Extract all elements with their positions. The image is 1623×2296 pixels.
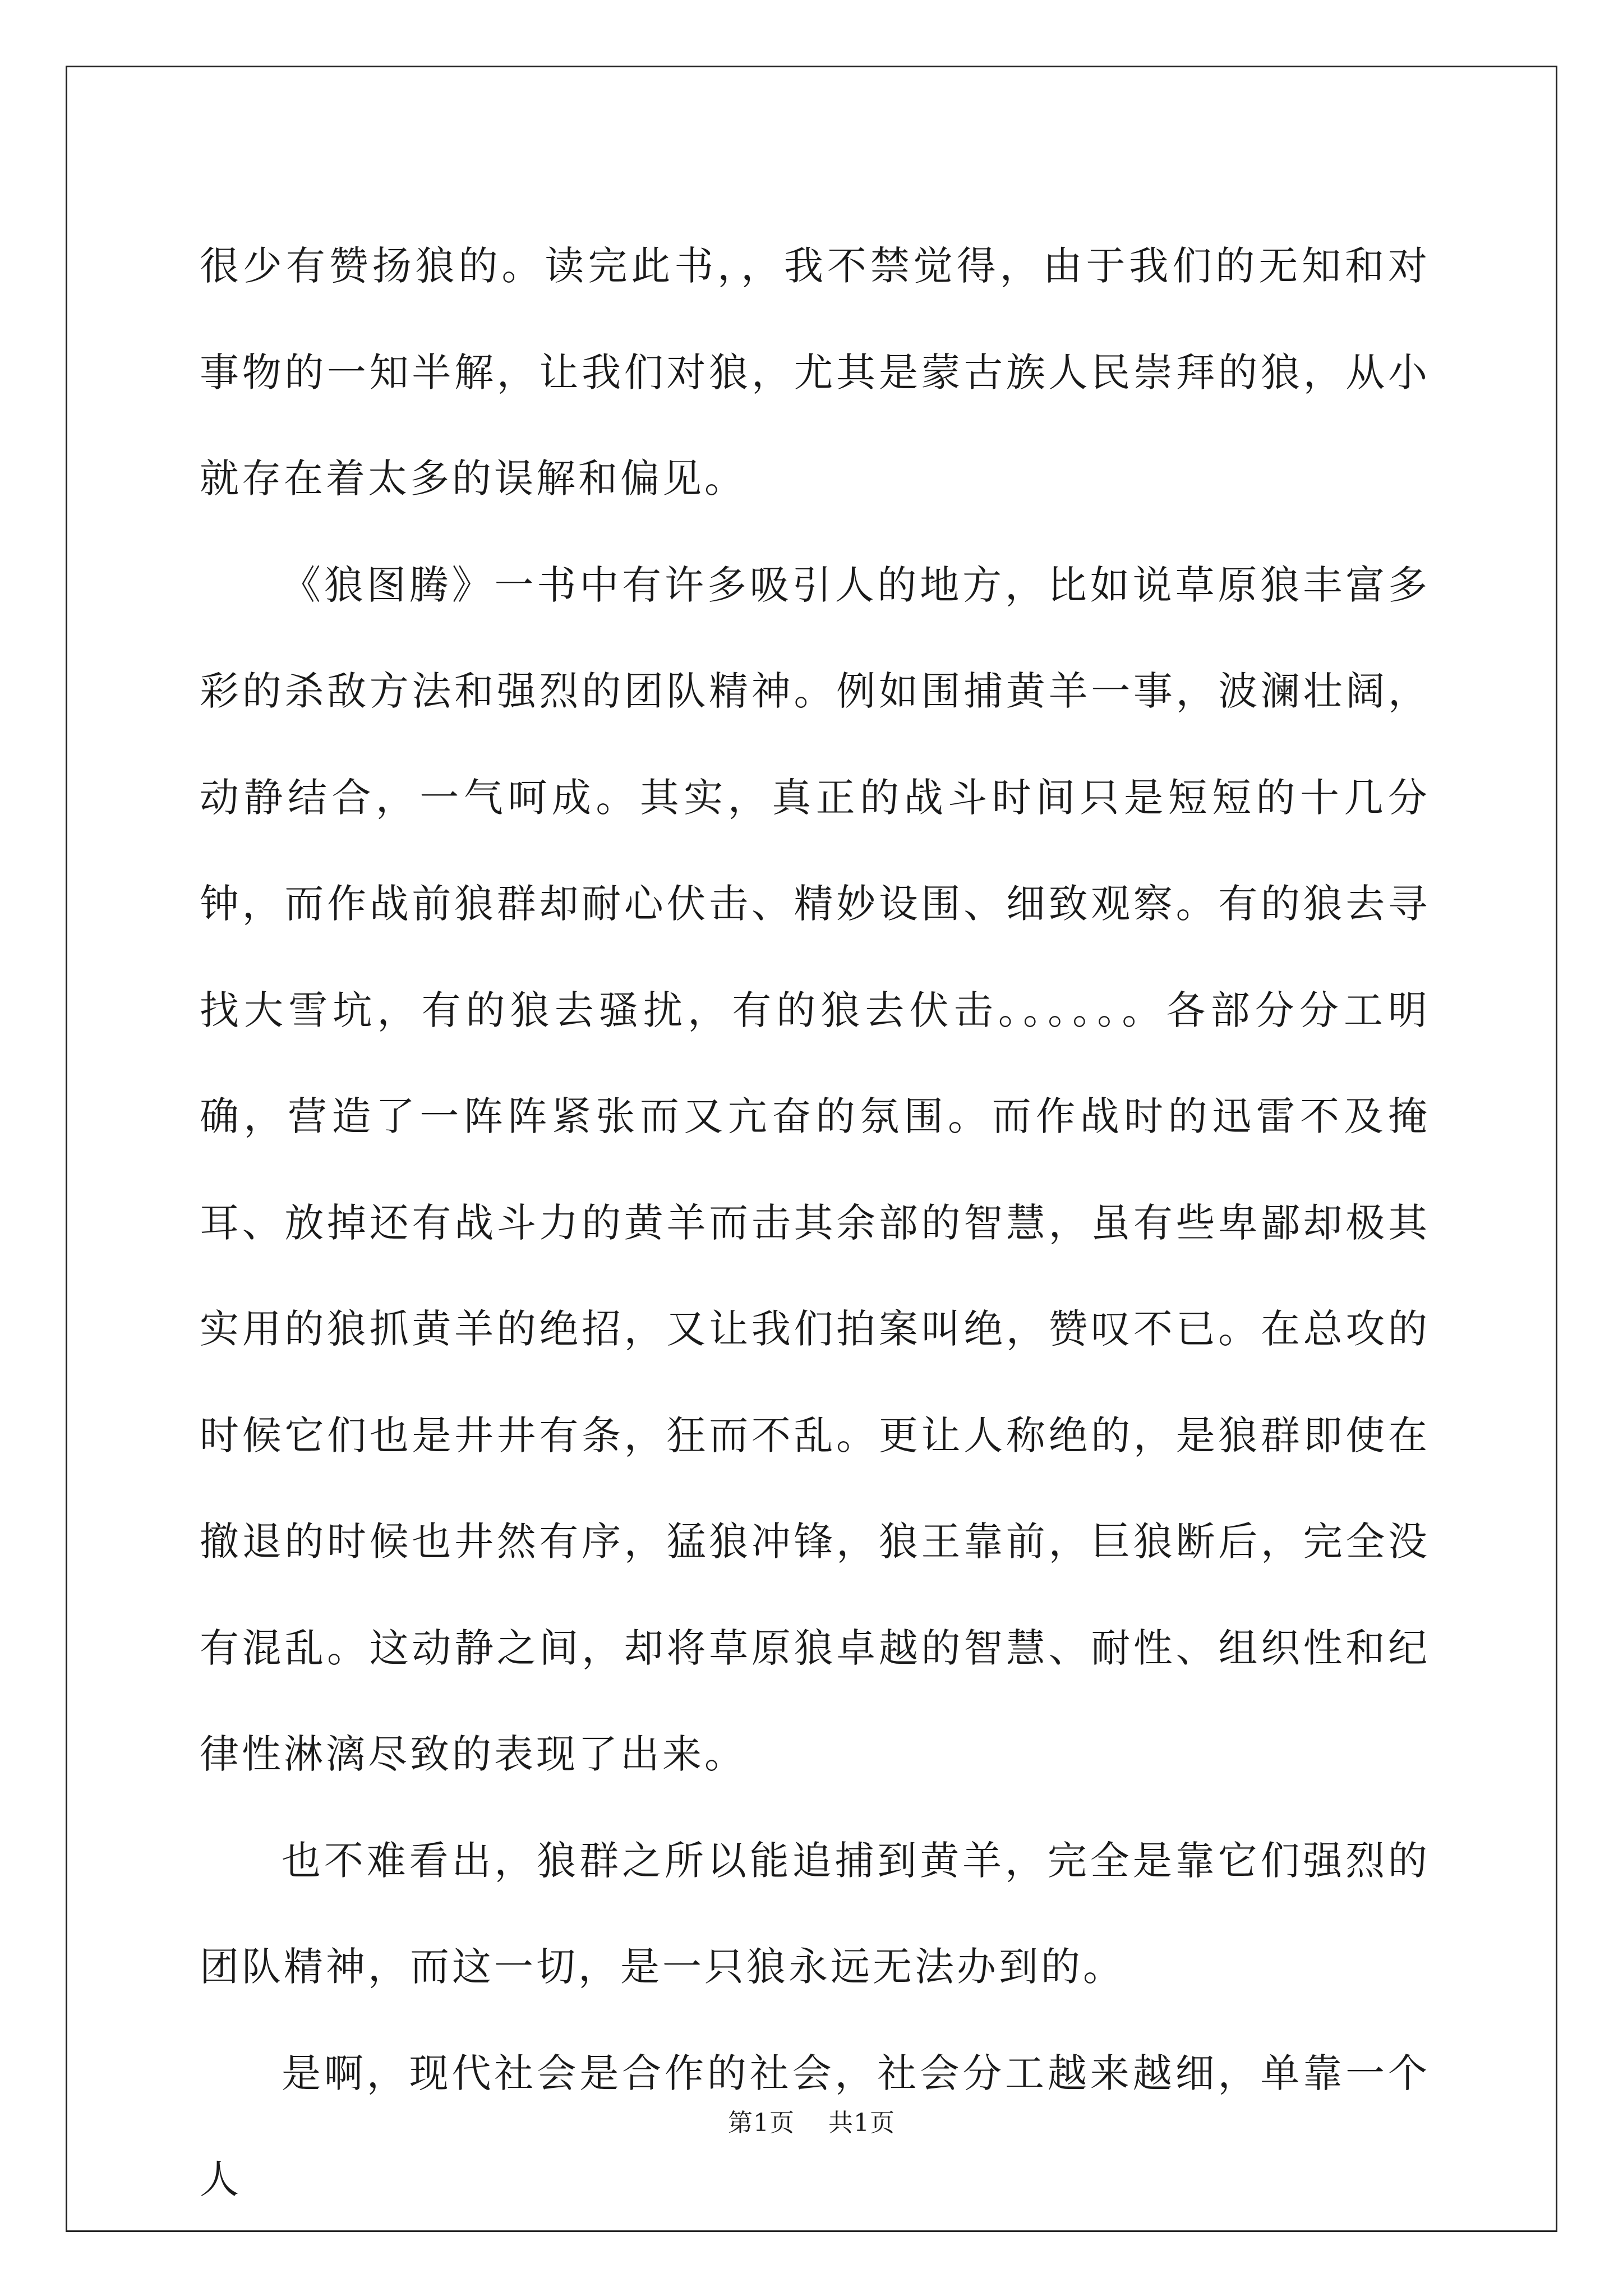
- paragraph-3: 也不难看出，狼群之所以能追捕到黄羊，完全是靠它们强烈的团队精神，而这一切，是一只狼永远无法办到的。: [200, 1837, 1430, 1990]
- paragraph-1: 很少有赞扬狼的。读完此书，，我不禁觉得，由于我们的无知和对事物的一知半解，让我们对狼，尤其是蒙古族人民崇拜的狼，从小就存在着太多的误解和偏见。: [200, 243, 1430, 501]
- paragraph-2: 《狼图腾》一书中有许多吸引人的地方，比如说草原狼丰富多彩的杀敌方法和强烈的团队精神。例如围捕黄羊一事，波澜壮阔，动静结合，一气呵成。其实，真正的战斗时间只是短短的十几分钟，而作战前狼群却耐心伏击、精妙设围、细致观察。有的狼去寻找大雪坑，有的狼去骚扰，有的狼去伏击。。。。。。各部分分工明确，营造了一阵阵紧张而又亢奋的氛围。而作战时的迅雷不及掩耳、放掉还有战斗力的黄羊而击其余部的智慧，虽有些卑鄙却极其实用的狼抓黄羊的绝招，又让我们拍案叫绝，赞叹不已。在总攻的时候它们也是井井有条，狂而不乱。更让人称绝的，是狼群即使在撤退的时候也井然有序，猛狼冲锋，狼王靠前，巨狼断后，完全没有混乱。这动静之间，却将草原狼卓越的智慧、耐性、组织性和纪律性淋漓尽致的表现了出来。: [200, 562, 1430, 1777]
- paragraph-4: 是啊，现代社会是合作的社会，社会分工越来越细，单靠一个人: [200, 2050, 1430, 2202]
- document-body: [200, 213, 1430, 2233]
- page-number-current: 第1页: [728, 2109, 795, 2137]
- page-number-total: 共1页: [828, 2109, 895, 2137]
- page-footer: [0, 2102, 1623, 2138]
